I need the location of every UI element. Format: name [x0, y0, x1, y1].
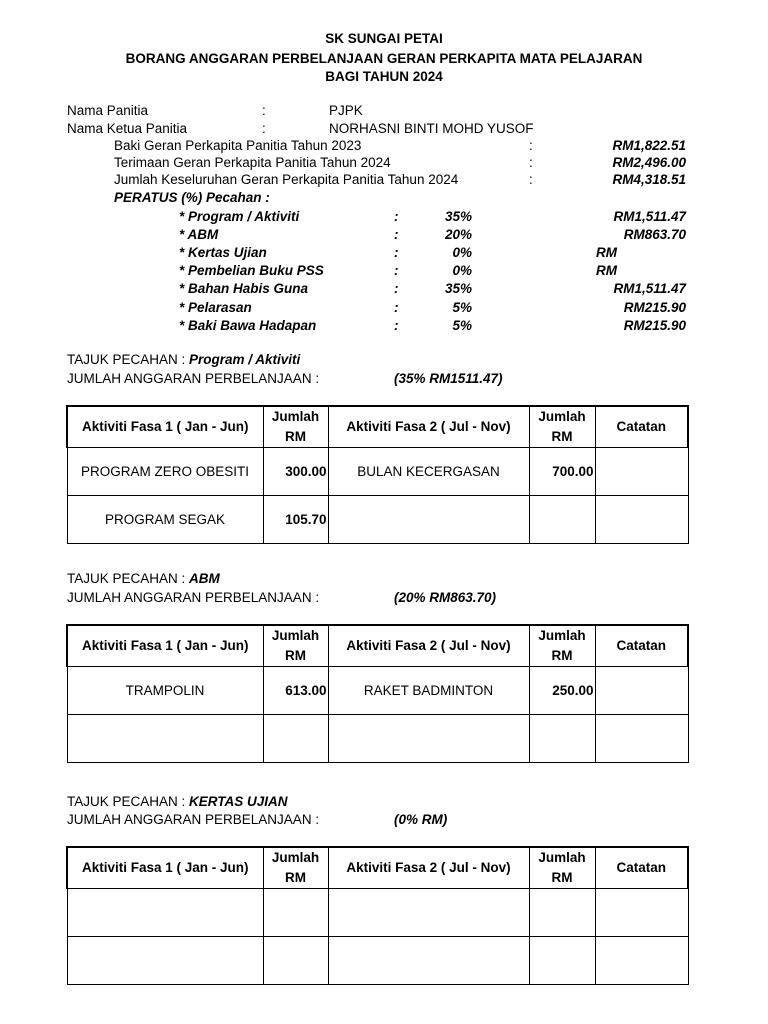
summary-colon: : [529, 172, 533, 187]
cell-fasa1: TRAMPOLIN [67, 667, 263, 715]
header-jumlah2: Jumlah RM [529, 847, 595, 889]
header-fasa2: Aktiviti Fasa 2 ( Jul - Nov) [328, 625, 529, 667]
header-catatan: Catatan [595, 406, 688, 448]
header-fasa1: Aktiviti Fasa 1 ( Jan - Jun) [67, 847, 263, 889]
budget-table [66, 624, 689, 763]
ketua-colon: : [262, 121, 266, 136]
header-jumlah2: Jumlah RM [529, 406, 595, 448]
cell-fasa1 [67, 889, 263, 937]
jumlah-label: JUMLAH ANGGARAN PERBELANJAAN : [67, 371, 320, 386]
tajuk-value: KERTAS UJIAN [189, 794, 288, 809]
breakdown-label: * Baki Bawa Hadapan [179, 318, 317, 333]
table-row [67, 937, 688, 985]
cell-fasa1 [67, 715, 263, 763]
summary-label: Baki Geran Perkapita Panitia Tahun 2023 [114, 138, 362, 153]
header-fasa1: Aktiviti Fasa 1 ( Jan - Jun) [67, 406, 263, 448]
summary-label: Jumlah Keseluruhan Geran Perkapita Panitia Tahun 2024 [114, 172, 459, 187]
cell-catatan [595, 715, 688, 763]
breakdown-amount: RM215.90 [623, 318, 686, 333]
breakdown-percent: 0% [452, 245, 472, 260]
breakdown-amount: RM863.70 [623, 227, 686, 242]
cell-amount1: 300.00 [263, 448, 328, 496]
tajuk-value: Program / Aktiviti [189, 352, 301, 367]
budget-table [66, 846, 689, 985]
breakdown-label: * Bahan Habis Guna [179, 281, 309, 296]
breakdown-colon: : [394, 281, 399, 296]
header-catatan: Catatan [595, 625, 688, 667]
cell-amount1 [263, 715, 328, 763]
summary-colon: : [529, 155, 533, 170]
cell-catatan [595, 889, 688, 937]
table-header-row [67, 406, 688, 448]
breakdown-percent: 35% [444, 209, 472, 224]
cell-catatan [595, 667, 688, 715]
breakdown-label: * Program / Aktiviti [179, 209, 300, 224]
panitia-colon: : [262, 103, 266, 118]
breakdown-colon: : [394, 245, 399, 260]
summary-value: RM4,318.51 [612, 172, 686, 187]
section-tajuk [67, 351, 300, 369]
section-tajuk [67, 570, 220, 588]
cell-fasa2 [328, 937, 529, 985]
tajuk-label: TAJUK PECAHAN : [67, 794, 190, 809]
breakdown-percent: 35% [444, 281, 472, 296]
peratus-title: PERATUS (%) Pecahan : [114, 190, 270, 205]
cell-amount1 [263, 889, 328, 937]
table-header-row [67, 625, 688, 667]
cell-amount2: 700.00 [529, 448, 595, 496]
cell-catatan [595, 448, 688, 496]
breakdown-percent: 20% [444, 227, 472, 242]
header-fasa2: Aktiviti Fasa 2 ( Jul - Nov) [328, 406, 529, 448]
budget-table [66, 405, 689, 544]
cell-fasa2 [328, 715, 529, 763]
table-row [67, 448, 688, 496]
breakdown-amount: RM215.90 [623, 300, 686, 315]
breakdown-label: * ABM [179, 227, 219, 242]
header-jumlah1: Jumlah RM [263, 625, 328, 667]
breakdown-colon: : [394, 300, 399, 315]
breakdown-colon: : [394, 209, 399, 224]
form-title: BORANG ANGGARAN PERBELANJAAN GERAN PERKAPITA MATA PELAJARAN [125, 51, 643, 66]
cell-amount2 [529, 937, 595, 985]
panitia-value: PJPK [329, 103, 363, 118]
cell-catatan [595, 496, 688, 544]
ketua-label: Nama Ketua Panitia [67, 121, 188, 136]
cell-amount1 [263, 937, 328, 985]
cell-fasa2 [328, 889, 529, 937]
cell-amount2 [529, 889, 595, 937]
panitia-label: Nama Panitia [67, 103, 149, 118]
section-tajuk [67, 793, 288, 811]
breakdown-amount: RM1,511.47 [613, 281, 686, 296]
breakdown-percent: 5% [452, 300, 472, 315]
jumlah-label: JUMLAH ANGGARAN PERBELANJAAN : [67, 812, 320, 827]
jumlah-label: JUMLAH ANGGARAN PERBELANJAAN : [67, 590, 320, 605]
breakdown-label: * Pelarasan [179, 300, 252, 315]
summary-value: RM2,496.00 [612, 155, 686, 170]
summary-colon: : [529, 138, 533, 153]
table-header-row [67, 847, 688, 889]
ketua-value: NORHASNI BINTI MOHD YUSOF [329, 121, 534, 136]
breakdown-label: * Pembelian Buku PSS [179, 263, 324, 278]
cell-fasa2: RAKET BADMINTON [328, 667, 529, 715]
cell-fasa2 [328, 496, 529, 544]
cell-fasa2: BULAN KECERGASAN [328, 448, 529, 496]
header-jumlah1: Jumlah RM [263, 847, 328, 889]
table-row [67, 667, 688, 715]
tajuk-value: ABM [189, 571, 220, 586]
header-fasa1: Aktiviti Fasa 1 ( Jan - Jun) [67, 625, 263, 667]
cell-fasa1: PROGRAM ZERO OBESITI [67, 448, 263, 496]
school-name: SK SUNGAI PETAI [325, 31, 443, 46]
header-jumlah2: Jumlah RM [529, 625, 595, 667]
cell-catatan [595, 937, 688, 985]
header-jumlah1: Jumlah RM [263, 406, 328, 448]
cell-fasa1 [67, 937, 263, 985]
table-row [67, 496, 688, 544]
breakdown-amount: RM1,511.47 [613, 209, 686, 224]
breakdown-colon: : [394, 263, 399, 278]
breakdown-amount: RM [596, 263, 617, 278]
header-catatan: Catatan [595, 847, 688, 889]
header-fasa2: Aktiviti Fasa 2 ( Jul - Nov) [328, 847, 529, 889]
table-row [67, 889, 688, 937]
breakdown-percent: 0% [452, 263, 472, 278]
cell-amount1: 105.70 [263, 496, 328, 544]
table-row [67, 715, 688, 763]
jumlah-value: (35% RM1511.47) [394, 371, 503, 386]
summary-label: Terimaan Geran Perkapita Panitia Tahun 2024 [114, 155, 391, 170]
jumlah-value: (20% RM863.70) [394, 590, 497, 605]
jumlah-value: (0% RM) [394, 812, 448, 827]
summary-value: RM1,822.51 [612, 138, 686, 153]
cell-amount2: 250.00 [529, 667, 595, 715]
breakdown-amount: RM [596, 245, 617, 260]
breakdown-percent: 5% [452, 318, 472, 333]
breakdown-colon: : [394, 227, 399, 242]
cell-amount2 [529, 715, 595, 763]
year-line: BAGI TAHUN 2024 [325, 69, 443, 84]
cell-amount1: 613.00 [263, 667, 328, 715]
breakdown-label: * Kertas Ujian [179, 245, 267, 260]
breakdown-colon: : [394, 318, 399, 333]
tajuk-label: TAJUK PECAHAN : [67, 571, 190, 586]
tajuk-label: TAJUK PECAHAN : [67, 352, 190, 367]
cell-fasa1: PROGRAM SEGAK [67, 496, 263, 544]
cell-amount2 [529, 496, 595, 544]
